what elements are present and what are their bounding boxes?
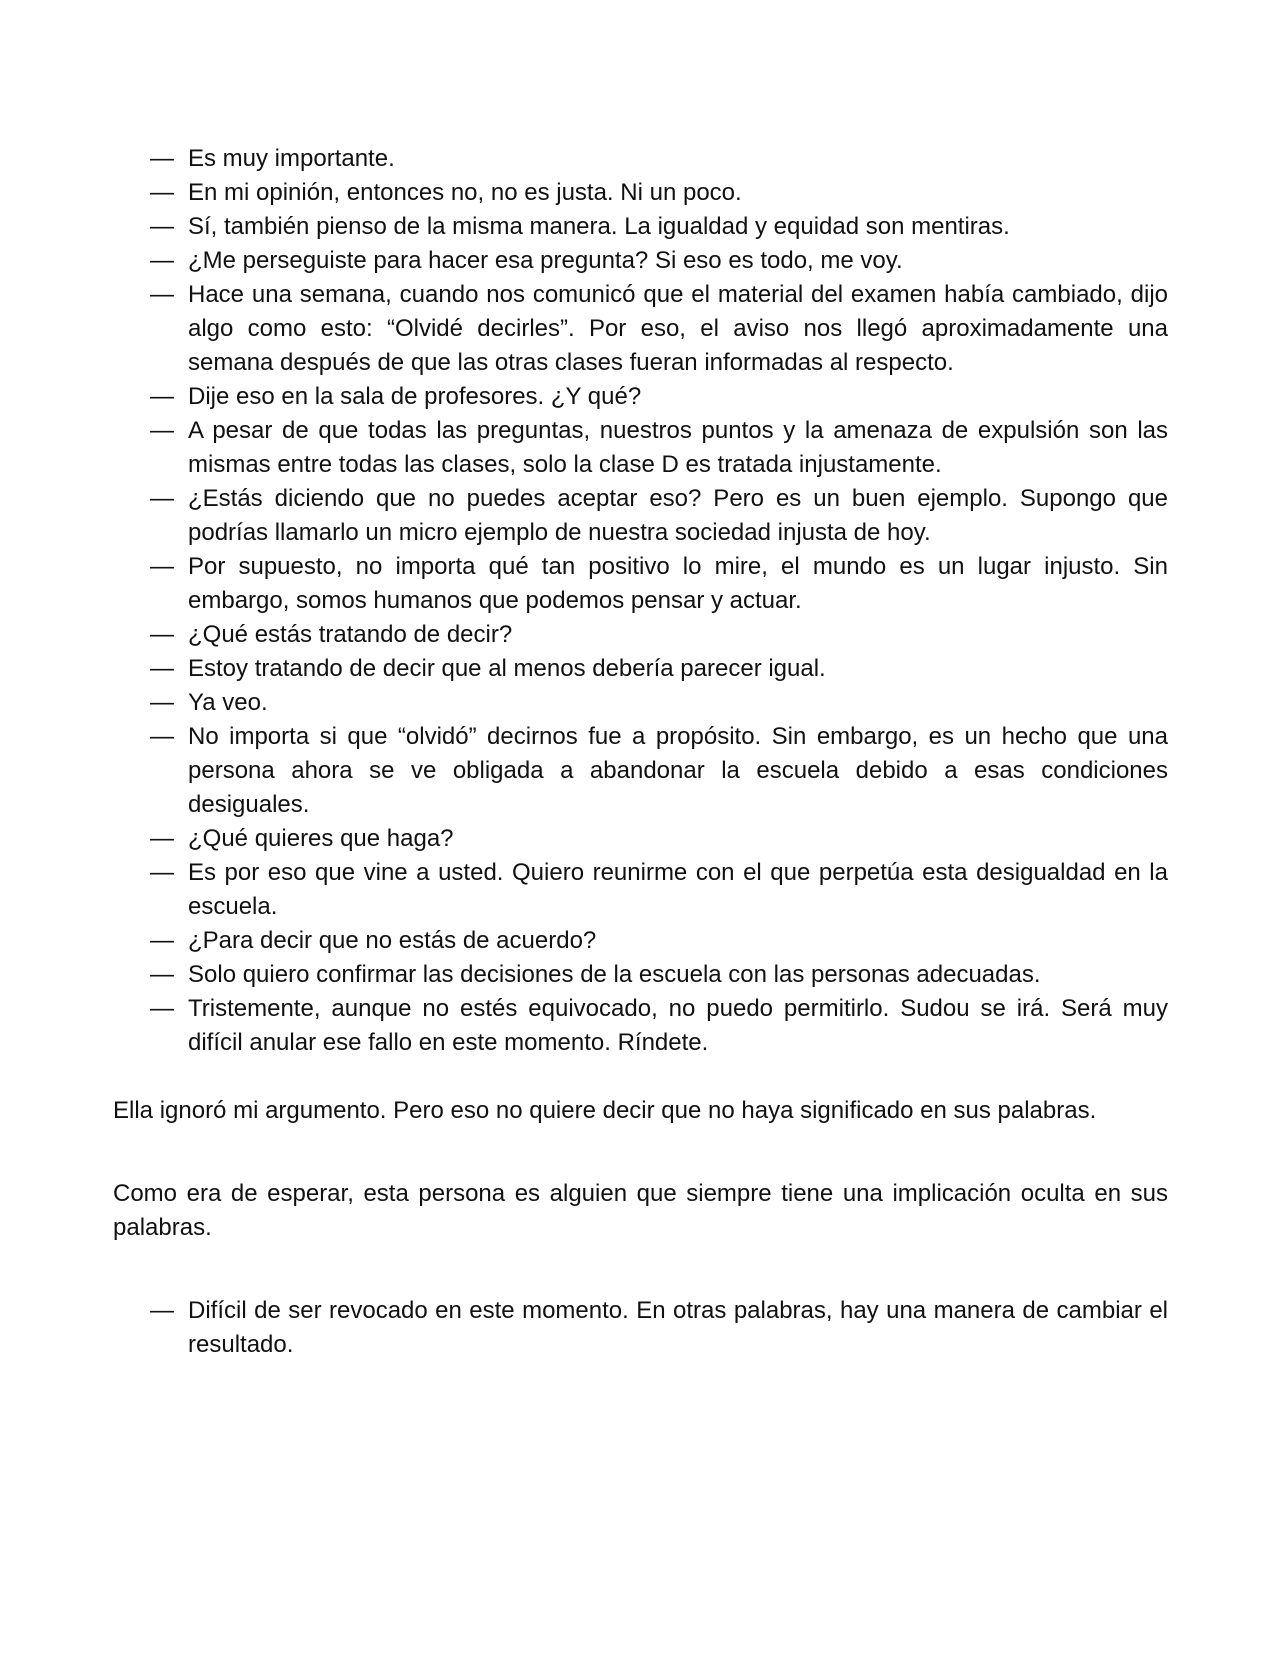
dialog-line (113, 924, 1168, 958)
dialog-text: Hace una semana, cuando nos comunicó que el material del examen había cambiado, dijo algo como esto: “Olvidé decirles”. Por eso, el aviso nos llegó aproximadamente una semana después de que las otras clases fueran informadas al respecto. (188, 281, 1168, 376)
dialog-text: ¿Qué estás tratando de decir? (188, 621, 513, 648)
em-dash: — (150, 961, 174, 988)
dialog-text: Es muy importante. (188, 145, 395, 172)
dialog-line (113, 686, 1168, 720)
dialog-line (113, 142, 1168, 176)
dialog-line (113, 720, 1168, 822)
em-dash: — (150, 247, 174, 274)
narration-paragraph: Ella ignoró mi argumento. Pero eso no quiere decir que no haya significado en sus palabras. (113, 1097, 1097, 1124)
dialog-line (113, 652, 1168, 686)
dialog-text: No importa si que “olvidó” decirnos fue a propósito. Sin embargo, es un hecho que una persona ahora se ve obligada a abandonar la escuela debido a esas condiciones desiguales. (188, 723, 1168, 818)
em-dash: — (150, 995, 174, 1022)
dialog-text: En mi opinión, entonces no, no es justa. Ni un poco. (188, 179, 742, 206)
dialog-line (113, 618, 1168, 652)
dialog-line (113, 992, 1168, 1060)
em-dash: — (150, 417, 174, 444)
dialog-text: Ya veo. (188, 689, 268, 716)
dialog-line (113, 244, 1168, 278)
dialog-text: ¿Para decir que no estás de acuerdo? (188, 927, 597, 954)
dialog-line (113, 822, 1168, 856)
dialog-line (113, 856, 1168, 924)
em-dash: — (150, 281, 174, 308)
dialog-text: ¿Estás diciendo que no puedes aceptar eso? Pero es un buen ejemplo. Supongo que podrías llamarlo un micro ejemplo de nuestra sociedad injusta de hoy. (188, 485, 1168, 546)
em-dash: — (150, 383, 174, 410)
em-dash: — (150, 859, 174, 886)
dialog-text: Dije eso en la sala de profesores. ¿Y qué? (188, 383, 642, 410)
dialog-text: ¿Qué quieres que haga? (188, 825, 454, 852)
dialog-text: Sí, también pienso de la misma manera. La igualdad y equidad son mentiras. (188, 213, 1010, 240)
em-dash: — (150, 553, 174, 580)
dialog-line (113, 414, 1168, 482)
em-dash: — (150, 179, 174, 206)
dialog-line (113, 380, 1168, 414)
dialog-text: A pesar de que todas las preguntas, nuestros puntos y la amenaza de expulsión son las mismas entre todas las clases, solo la clase D es tratada injustamente. (188, 417, 1168, 478)
em-dash: — (150, 689, 174, 716)
dialog-text: Tristemente, aunque no estés equivocado, no puedo permitirlo. Sudou se irá. Será muy difícil anular ese fallo en este momento. Ríndete. (188, 995, 1168, 1056)
dialog-line (113, 550, 1168, 618)
em-dash: — (150, 621, 174, 648)
em-dash: — (150, 1297, 174, 1324)
em-dash: — (150, 723, 174, 750)
dialog-line (113, 278, 1168, 380)
dialog-block-2 (113, 1294, 1168, 1362)
em-dash: — (150, 485, 174, 512)
dialog-text: Es por eso que vine a usted. Quiero reunirme con el que perpetúa esta desigualdad en la escuela. (188, 859, 1168, 920)
dialog-line (113, 210, 1168, 244)
dialog-line (113, 482, 1168, 550)
document-page (113, 142, 1168, 1362)
dialog-text: Por supuesto, no importa qué tan positivo lo mire, el mundo es un lugar injusto. Sin embargo, somos humanos que podemos pensar y actuar. (188, 553, 1168, 614)
dialog-line (113, 1294, 1168, 1362)
dialog-line (113, 176, 1168, 210)
dialog-line (113, 958, 1168, 992)
dialog-text: Solo quiero confirmar las decisiones de la escuela con las personas adecuadas. (188, 961, 1041, 988)
em-dash: — (150, 655, 174, 682)
dialog-text: ¿Me perseguiste para hacer esa pregunta? Si eso es todo, me voy. (188, 247, 903, 274)
narration-paragraph: Como era de esperar, esta persona es alguien que siempre tiene una implicación oculta en sus palabras. (113, 1180, 1168, 1241)
dialog-block-1 (113, 142, 1168, 1060)
em-dash: — (150, 927, 174, 954)
em-dash: — (150, 145, 174, 172)
dialog-text: Estoy tratando de decir que al menos debería parecer igual. (188, 655, 826, 682)
dialog-text: Difícil de ser revocado en este momento. En otras palabras, hay una manera de cambiar el resultado. (188, 1297, 1168, 1358)
em-dash: — (150, 825, 174, 852)
em-dash: — (150, 213, 174, 240)
